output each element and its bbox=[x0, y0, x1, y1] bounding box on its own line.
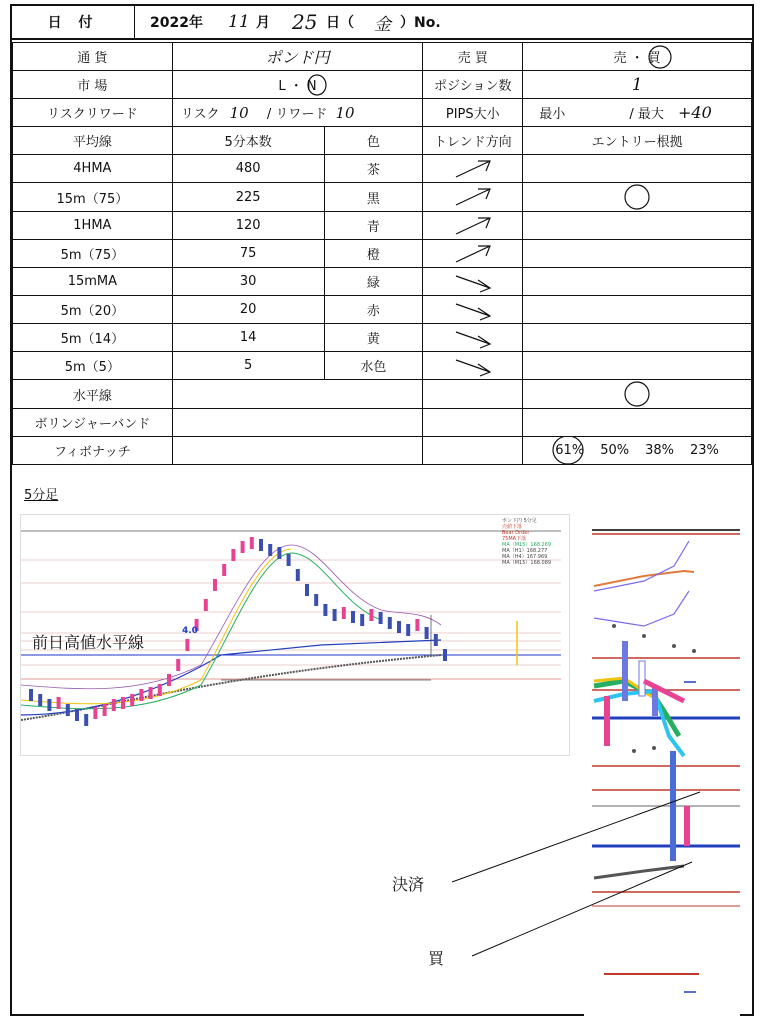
risk-label: リスクリワード bbox=[13, 99, 173, 127]
trade-checklist-table bbox=[12, 42, 752, 465]
trend-up-arrow-icon bbox=[448, 185, 498, 209]
candle bbox=[406, 624, 410, 636]
extra-value bbox=[172, 409, 423, 437]
ma-name: 5m（75） bbox=[13, 240, 173, 268]
ma-row bbox=[13, 324, 752, 352]
entry-circle-mark bbox=[623, 380, 651, 408]
ma-color: 茶 bbox=[324, 155, 423, 183]
number-label: ）No. bbox=[400, 15, 441, 31]
fib-level: 38% bbox=[645, 443, 674, 458]
legend-line-8: MA（M15）168.089 bbox=[502, 560, 552, 566]
ma-row bbox=[13, 183, 752, 212]
candle bbox=[139, 689, 143, 701]
ma-name: 15mMA bbox=[13, 268, 173, 296]
currency-label: 通 貨 bbox=[13, 43, 173, 71]
candle bbox=[434, 634, 438, 646]
ma-color: 水色 bbox=[324, 352, 423, 380]
extra-value bbox=[172, 380, 423, 409]
day-value: 25 bbox=[292, 10, 318, 34]
candle bbox=[222, 564, 226, 576]
trend-header: トレンド方向 bbox=[423, 127, 523, 155]
candle bbox=[323, 604, 327, 616]
candle bbox=[103, 704, 107, 716]
ma-color: 黒 bbox=[324, 183, 423, 212]
candle bbox=[149, 687, 153, 699]
candle bbox=[250, 537, 254, 549]
side-value bbox=[523, 43, 752, 71]
candle bbox=[351, 611, 355, 623]
ma-count: 225 bbox=[172, 183, 324, 212]
entry-header: エントリー根拠 bbox=[523, 127, 752, 155]
row-ma-header bbox=[13, 127, 752, 155]
ma-row bbox=[13, 268, 752, 296]
fib-level: 23% bbox=[690, 443, 719, 458]
market-text: L ・ N bbox=[278, 79, 317, 94]
candle bbox=[415, 619, 419, 631]
ma-count: 14 bbox=[172, 324, 324, 352]
ma-color: 橙 bbox=[324, 240, 423, 268]
pips-value bbox=[523, 99, 752, 127]
legend-line-5: MA（M15）168.269 bbox=[502, 542, 552, 548]
trade-record-sheet bbox=[10, 4, 754, 1016]
ma-label: 平均線 bbox=[13, 127, 173, 155]
risk-reward-value bbox=[172, 99, 423, 127]
chart-legend bbox=[502, 518, 551, 566]
trend-up-arrow-icon bbox=[448, 214, 498, 238]
candle bbox=[38, 694, 42, 706]
extra-row bbox=[13, 409, 752, 437]
count-header: 5分本数 bbox=[172, 127, 324, 155]
risk-text: リスク bbox=[180, 107, 220, 122]
ma-color: 青 bbox=[324, 212, 423, 240]
ma-name: 15m（75） bbox=[13, 183, 173, 212]
ma-trend bbox=[423, 212, 523, 240]
ma-count: 20 bbox=[172, 296, 324, 324]
market-label: 市 場 bbox=[13, 71, 173, 99]
extra-row bbox=[13, 380, 752, 409]
trend-down-arrow-icon bbox=[448, 298, 498, 322]
day-unit: 日（ bbox=[326, 15, 354, 31]
candle bbox=[29, 689, 33, 701]
candle bbox=[112, 699, 116, 711]
extra-trend bbox=[423, 437, 523, 465]
year-text: 2022年 bbox=[150, 15, 203, 31]
legend-line-6: MA（H1）168.277 bbox=[502, 548, 548, 554]
reward-text: / リワード bbox=[266, 107, 328, 122]
position-value: 1 bbox=[523, 71, 752, 99]
candle bbox=[57, 697, 61, 709]
legend-line-2: 売値下落 bbox=[502, 524, 523, 530]
extra-name: ボリンジャーバンド bbox=[13, 409, 173, 437]
chart-title: 5分足 bbox=[24, 488, 59, 503]
ma-row bbox=[13, 352, 752, 380]
ma-row bbox=[13, 212, 752, 240]
candle bbox=[296, 569, 300, 581]
trend-down-arrow-icon bbox=[448, 326, 498, 350]
currency-value: ポンド円 bbox=[172, 43, 423, 71]
ma-color: 赤 bbox=[324, 296, 423, 324]
candle bbox=[287, 554, 291, 566]
ma-name: 5m（5） bbox=[13, 352, 173, 380]
candle bbox=[167, 674, 171, 686]
annotation-lines bbox=[442, 786, 722, 966]
row-market bbox=[13, 71, 752, 99]
ma-trend bbox=[423, 352, 523, 380]
ma-count: 30 bbox=[172, 268, 324, 296]
ma-trend bbox=[423, 155, 523, 183]
candle bbox=[379, 612, 383, 624]
ma-entry bbox=[523, 324, 752, 352]
reward-value: 10 bbox=[335, 104, 355, 122]
legend-line-1: ポンド円 5分足 bbox=[502, 518, 537, 524]
candle bbox=[425, 627, 429, 639]
entry-circle-mark bbox=[623, 183, 651, 211]
candle bbox=[158, 684, 162, 696]
candle bbox=[314, 594, 318, 606]
ma-entry bbox=[523, 212, 752, 240]
candle bbox=[241, 541, 245, 553]
extra-name: 水平線 bbox=[13, 380, 173, 409]
ma-name: 4HMA bbox=[13, 155, 173, 183]
extra-row bbox=[13, 437, 752, 465]
candle bbox=[66, 704, 70, 716]
candle bbox=[388, 617, 392, 629]
candle bbox=[204, 599, 208, 611]
ma-trend bbox=[423, 240, 523, 268]
candle bbox=[305, 584, 309, 596]
extra-entry bbox=[523, 380, 752, 409]
trend-down-arrow-icon bbox=[448, 270, 498, 294]
candle bbox=[75, 709, 79, 721]
month-unit: 月 bbox=[256, 15, 270, 31]
weekday-value: 金 bbox=[374, 14, 391, 35]
candle bbox=[121, 697, 125, 709]
extra-value bbox=[172, 437, 423, 465]
chart-marker: 4.0 bbox=[182, 626, 198, 636]
settle-annotation: 決済 bbox=[392, 875, 425, 894]
row-currency bbox=[13, 43, 752, 71]
extra-name: フィボナッチ bbox=[13, 437, 173, 465]
ma-count: 480 bbox=[172, 155, 324, 183]
candle bbox=[333, 609, 337, 621]
min-text: 最小 bbox=[539, 107, 566, 122]
candle bbox=[84, 714, 88, 726]
extra-trend bbox=[423, 380, 523, 409]
ma-color: 緑 bbox=[324, 268, 423, 296]
buy-annotation: 買 bbox=[428, 949, 445, 968]
candle bbox=[130, 694, 134, 706]
trend-up-arrow-icon bbox=[448, 157, 498, 181]
ma-name: 5m（20） bbox=[13, 296, 173, 324]
position-label: ポジション数 bbox=[423, 71, 523, 99]
extra-entry bbox=[523, 409, 752, 437]
color-header: 色 bbox=[324, 127, 423, 155]
ma-entry bbox=[523, 352, 752, 380]
ma-entry bbox=[523, 296, 752, 324]
candle bbox=[47, 699, 51, 711]
date-label: 日 付 bbox=[12, 6, 135, 38]
ma-entry bbox=[523, 268, 752, 296]
side-label: 売 買 bbox=[423, 43, 523, 71]
trend-up-arrow-icon bbox=[448, 242, 498, 266]
ma-trend bbox=[423, 296, 523, 324]
ma-row bbox=[13, 296, 752, 324]
date-header bbox=[12, 6, 752, 40]
legend-line-3: Bear Order bbox=[502, 530, 530, 536]
ma-count: 120 bbox=[172, 212, 324, 240]
candle bbox=[342, 607, 346, 619]
fib-level: 61% bbox=[555, 443, 585, 458]
ma-trend bbox=[423, 183, 523, 212]
candle bbox=[213, 579, 217, 591]
candle bbox=[397, 621, 401, 633]
market-value bbox=[172, 71, 423, 99]
extra-entry bbox=[523, 437, 752, 465]
max-value: +40 bbox=[678, 103, 712, 122]
ma-name: 1HMA bbox=[13, 212, 173, 240]
pips-label: PIPS大小 bbox=[423, 99, 523, 127]
prev-high-label: 前日高値水平線 bbox=[32, 633, 145, 652]
candle bbox=[259, 539, 263, 551]
candle bbox=[185, 639, 189, 651]
legend-line-7: MA（H4）167.969 bbox=[502, 554, 548, 560]
fib-61-circle-mark bbox=[551, 437, 585, 465]
ma-count: 75 bbox=[172, 240, 324, 268]
candle bbox=[268, 544, 272, 556]
ma-trend bbox=[423, 268, 523, 296]
ma-count: 5 bbox=[172, 352, 324, 380]
candle bbox=[176, 659, 180, 671]
ny-circle-mark bbox=[306, 73, 328, 97]
candle bbox=[93, 707, 97, 719]
row-risk bbox=[13, 99, 752, 127]
risk-value: 10 bbox=[229, 104, 249, 122]
ma-trend bbox=[423, 324, 523, 352]
candle bbox=[277, 547, 281, 559]
candle bbox=[369, 609, 373, 621]
ma-entry bbox=[523, 155, 752, 183]
buy-circle-mark bbox=[647, 44, 673, 70]
ma-color: 黄 bbox=[324, 324, 423, 352]
trend-down-arrow-icon bbox=[448, 354, 498, 378]
extra-trend bbox=[423, 409, 523, 437]
max-text: / 最大 bbox=[629, 107, 664, 122]
ma-row bbox=[13, 155, 752, 183]
month-value: 11 bbox=[228, 12, 250, 32]
ma-row bbox=[13, 240, 752, 268]
candle bbox=[443, 649, 447, 661]
candle bbox=[231, 549, 235, 561]
fib-level: 50% bbox=[600, 443, 630, 458]
ma-entry bbox=[523, 240, 752, 268]
side-text: 売 ・ 買 bbox=[613, 51, 661, 66]
candle bbox=[360, 614, 364, 626]
legend-line-4: 75MA下落 bbox=[502, 536, 527, 542]
ma-entry bbox=[523, 183, 752, 212]
ma-name: 5m（14） bbox=[13, 324, 173, 352]
